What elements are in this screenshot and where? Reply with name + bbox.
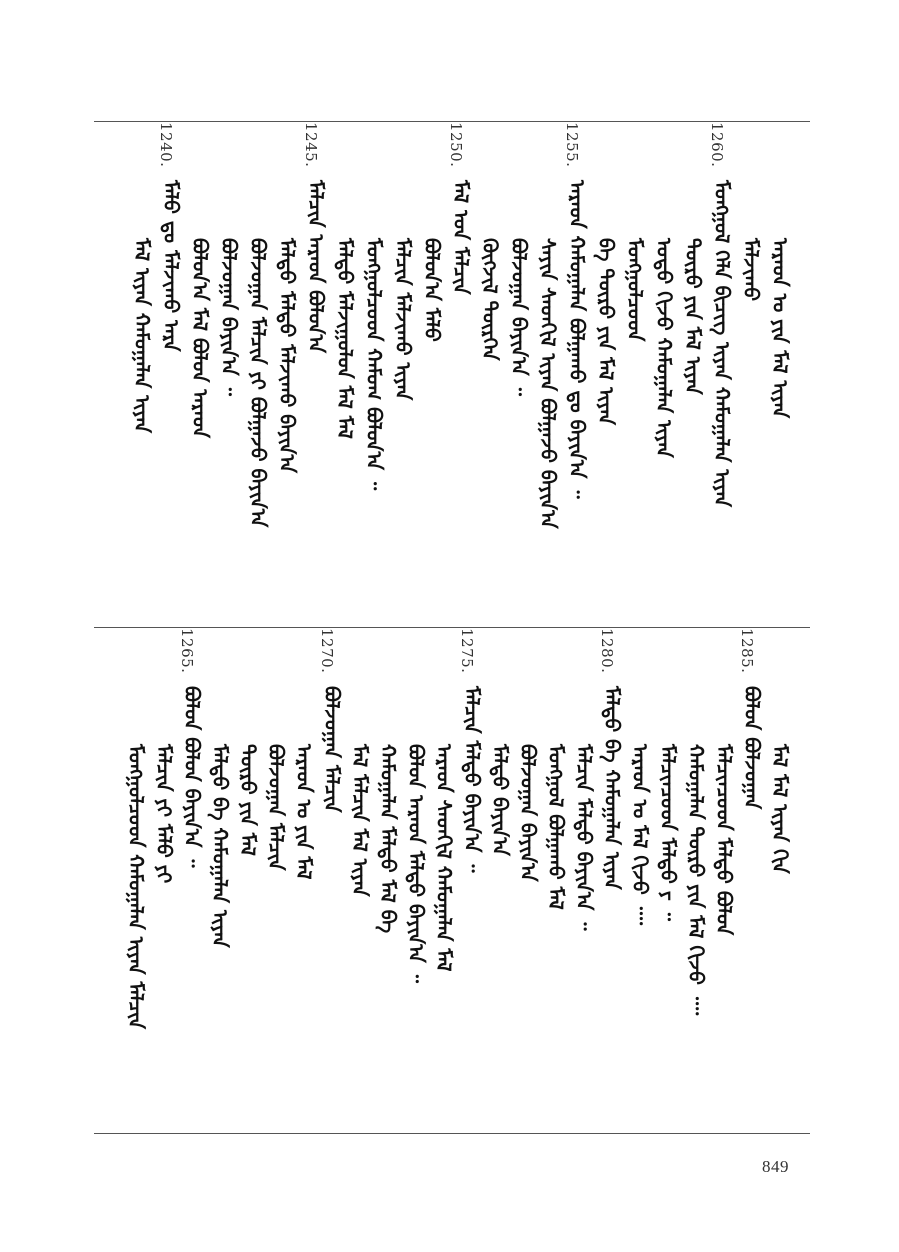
verse-line: [447, 122, 479, 627]
verse-text: ᠮᠠᠯᠳᠤ ᠪᠠ ᠬᠠᠮᠤᠭᠠᠯᠠᠨ ᠢᠶᠡᠨ: [600, 686, 624, 890]
verse-text: ᠮᠠᠯᠴᠢᠨ ᠮᠠᠯᠵᠢᠬᠤ ᠢᠶᠡᠨ: [391, 238, 415, 401]
verse-text: ᠪᠠ ᠲᠥᠷᠦ ᠶᠢᠨ ᠮᠠᠯ ᠢᠶᠡᠨ: [594, 238, 618, 425]
verse-line: [654, 628, 686, 1133]
verse-text: ᠮᠠᠯᠵᠢᠬᠤ: [739, 238, 763, 302]
verse-line: [186, 122, 218, 627]
verse-text: ᠮᠣᠩᠭᠣᠯ ᠪᠣᠯᠭᠠᠬᠤ ᠮᠠᠯ: [544, 744, 568, 910]
verse-line: [157, 122, 189, 627]
verse-line: [476, 122, 508, 627]
verse-text: ᠲᠥᠷᠦ ᠶᠢᠨ ᠮᠠᠯ: [236, 744, 260, 856]
verse-text: ᠪᠣᠯᠵᠣᠭᠠᠨ ᠮᠠᠯᠴᠢᠨ: [320, 686, 344, 813]
verse-line: [486, 628, 518, 1133]
verse-text: ᠮᠠᠯᠴᠢᠨ ᠮᠠᠯᠳᠤ ᠪᠠᠶᠢᠨ᠎ᠠ ᠃: [460, 686, 484, 873]
upper-text-block: [94, 122, 810, 627]
verse-text: ᠪᠣᠯᠤᠨ᠎ᠠ ᠮᠠᠯᠤ: [420, 238, 444, 342]
line-number: 1245.: [302, 122, 320, 168]
verse-line: [766, 628, 798, 1133]
verse-text: ᠠᠷᠠᠳ ᠤ ᠮᠠᠯ ᠬᠢᠵᠦ ᠁: [628, 744, 652, 926]
verse-line: [318, 628, 350, 1133]
line-number: 1275.: [458, 628, 476, 674]
verse-line: [682, 628, 714, 1133]
verse-text: ᠮᠠᠯᠴᠢᠨᠴᠤᠳ ᠮᠠᠯᠳᠤ ᠪᠣᠯᠤᠨ: [712, 744, 736, 936]
verse-line: [234, 628, 266, 1133]
verse-line: [402, 628, 434, 1133]
verse-text: ᠮᠠᠯᠴᠢᠨ ᠶᠢ ᠮᠠᠯᠤ ᠶᠢ: [152, 744, 176, 884]
verse-line: [122, 628, 154, 1133]
verse-line: [389, 122, 421, 627]
verse-line: [430, 628, 462, 1133]
verse-line: [708, 122, 740, 627]
verse-line: [244, 122, 276, 627]
verse-line: [650, 122, 682, 627]
verse-line: [514, 628, 546, 1133]
verse-line: [626, 628, 658, 1133]
verse-text: ᠪᠣᠯᠵᠣᠭᠠᠨ ᠮᠠᠯᠴᠢᠨ ᠶᠢ ᠪᠣᠯᠭᠠᠵᠤ ᠪᠠᠶᠢᠨ᠎ᠠ: [246, 238, 270, 528]
verse-text: ᠮᠠᠯᠳᠤ ᠪᠠ ᠬᠠᠮᠤᠭᠠᠯᠠᠨ ᠢᠶᠡᠨ: [208, 744, 232, 948]
verse-text: ᠠᠷᠠᠳ ᠤ ᠶᠢᠨ ᠮᠠᠯ: [292, 744, 316, 880]
verse-text: ᠮᠠᠯᠳᠤ ᠪᠠᠶᠢᠨ᠎ᠠ: [488, 744, 512, 856]
verse-line: [621, 122, 653, 627]
verse-text: ᠲᠥᠷᠦ ᠶᠢᠨ ᠮᠠᠯ ᠢᠶᠡᠨ: [681, 238, 705, 395]
verse-text: ᠮᠠᠯᠴᠢᠨ ᠠᠷᠠᠳ ᠪᠣᠯᠤᠨ᠎ᠠ: [304, 180, 328, 354]
verse-line: [738, 628, 770, 1133]
verse-text: ᠣᠳᠣ ᠬᠢᠵᠦ ᠬᠠᠮᠤᠭᠠᠯᠠᠨ ᠢᠶᠡᠨ: [652, 238, 676, 458]
page-number: 849: [762, 1157, 789, 1176]
verse-line: [215, 122, 247, 627]
verse-text: ᠬᠥᠭᠵᠢᠯ ᠲᠦᠷᠭᠡᠨ: [478, 238, 502, 361]
verse-line: [598, 628, 630, 1133]
verse-line: [374, 628, 406, 1133]
verse-text: ᠬᠠᠮᠤᠭᠠᠯᠠᠨ ᠲᠥᠷᠦ ᠶᠢᠨ ᠮᠠᠯ ᠬᠢᠵᠦ ᠁: [684, 744, 708, 1016]
verse-line: [710, 628, 742, 1133]
verse-text: ᠠᠷᠠᠳ ᠬᠠᠮᠤᠭᠠᠯᠠᠨ ᠪᠣᠯᠭᠠᠬᠤ ᠳᠤ ᠪᠠᠶᠢᠨ᠎ᠠ ᠃: [565, 180, 589, 499]
verse-text: ᠮᠣᠩᠭᠣᠯᠴᠤᠳ: [623, 238, 647, 342]
verse-line: [178, 628, 210, 1133]
verse-text: ᠪᠣᠯᠤᠨ᠎ᠠ ᠮᠠᠯ ᠪᠣᠯᠤᠨ ᠠᠷᠠᠳ: [188, 238, 212, 438]
verse-text: ᠮᠠᠯ ᠤᠨ ᠮᠠᠯᠴᠢᠨ: [449, 180, 473, 295]
verse-text: ᠪᠣᠯᠵᠣᠭᠠᠨ ᠪᠠᠶᠢᠨ᠎ᠠ ᠃: [507, 238, 531, 396]
verse-text: ᠮᠠᠯᠴᠢᠨ ᠮᠠᠯᠳᠤ ᠪᠠᠶᠢᠨ᠎ᠠ ᠃: [572, 744, 596, 931]
line-number: 1270.: [318, 628, 336, 674]
verse-line: [331, 122, 363, 627]
verse-line: [737, 122, 769, 627]
verse-text: ᠬᠠᠮᠤᠭᠠᠯᠠᠨ ᠮᠠᠯᠳᠤ ᠮᠠᠯ ᠪᠠ: [376, 744, 400, 934]
verse-line: [150, 628, 182, 1133]
verse-text: ᠪᠣᠯᠤᠨ ᠠᠷᠠᠳ ᠮᠠᠯᠳᠤ ᠪᠠᠶᠢᠨ᠎ᠠ ᠃: [404, 744, 428, 983]
verse-line: [534, 122, 566, 627]
verse-text: ᠪᠣᠯᠤᠨ ᠪᠣᠯᠵᠣᠭᠠᠨ: [740, 686, 764, 810]
verse-text: ᠮᠠᠯᠤ ᠳᠤ ᠮᠠᠯᠵᠢᠬᠤ ᠠᠷᠠ: [159, 180, 183, 352]
verse-line: [766, 122, 798, 627]
line-number: 1260.: [708, 122, 726, 168]
verse-text: ᠠᠷᠠᠳ ᠰᠡᠳᠭᠢᠯ ᠬᠠᠮᠤᠭᠠᠯᠠᠨ ᠮᠠᠯ: [432, 744, 456, 972]
verse-line: [542, 628, 574, 1133]
verse-text: ᠪᠣᠯᠵᠣᠭᠠᠨ ᠮᠠᠯᠴᠢᠨ: [264, 744, 288, 871]
verse-text: ᠮᠠᠯ ᠮᠠᠯ ᠢᠶᠡᠨ ᠬᠢᠨ: [768, 744, 792, 874]
verse-line: [505, 122, 537, 627]
verse-line: [563, 122, 595, 627]
verse-line: [418, 122, 450, 627]
verse-text: ᠮᠣᠩᠭᠣᠯ ᠬᠡᠯᠡ ᠪᠢᠴᠢᠭ ᠢᠶᠡᠨ ᠬᠠᠮᠤᠭᠠᠯᠠᠨ ᠢᠶᠡᠨ: [710, 180, 734, 508]
verse-line: [679, 122, 711, 627]
verse-text: ᠠᠷᠠᠳ ᠤ ᠶᠢᠨ ᠮᠠᠯ ᠢᠶᠡᠨ: [768, 238, 792, 419]
line-number: 1250.: [447, 122, 465, 168]
line-number: 1285.: [738, 628, 756, 674]
verse-text: ᠮᠠᠯᠳᠤ ᠮᠠᠯᠳᠤ ᠮᠠᠯᠵᠢᠬᠤ ᠪᠠᠶᠢᠨ᠎ᠠ: [275, 238, 299, 474]
verse-text: ᠪᠣᠯᠵᠣᠭᠠᠨ ᠪᠠᠶᠢᠨ᠎ᠠ: [516, 744, 540, 882]
verse-line: [262, 628, 294, 1133]
verse-text: ᠮᠣᠩᠭᠣᠯᠴᠤᠳ ᠬᠠᠮᠤᠭᠠᠯᠠᠨ ᠢᠶᠡᠨ ᠮᠠᠯᠴᠢᠨ: [124, 744, 148, 1030]
verse-line: [570, 628, 602, 1133]
lower-text-block: [94, 628, 810, 1133]
verse-text: ᠪᠣᠯᠤᠨ ᠪᠣᠯᠤᠨ ᠪᠠᠶᠢᠨ᠎ᠠ ᠃: [180, 686, 204, 868]
verse-text: ᠪᠣᠯᠵᠣᠭᠠᠨ ᠪᠠᠶᠢᠨ᠎ᠠ ᠃: [217, 238, 241, 396]
verse-line: [592, 122, 624, 627]
verse-text: ᠮᠠᠯᠴᠢᠨᠴᠤᠳ ᠮᠠᠯᠳᠤ ᠶ ᠃: [656, 744, 680, 921]
verse-line: [128, 122, 160, 627]
line-number: 1255.: [563, 122, 581, 168]
verse-text: ᠰᠠᠶᠢᠨ ᠰᠡᠳᠭᠢᠯ ᠢᠶᠡᠨ ᠪᠣᠯᠭᠠᠵᠤ ᠪᠠᠶᠢᠨ᠎ᠠ: [536, 238, 560, 529]
bottom-rule: [94, 1133, 810, 1134]
verse-line: [206, 628, 238, 1133]
verse-line: [290, 628, 322, 1133]
verse-line: [302, 122, 334, 627]
verse-line: [360, 122, 392, 627]
verse-line: [346, 628, 378, 1133]
line-number: 1240.: [157, 122, 175, 168]
line-number: 1265.: [178, 628, 196, 674]
line-number: 1280.: [598, 628, 616, 674]
verse-text: ᠮᠠᠯᠳᠤ ᠮᠠᠯᠵᠢᠭᠤᠯᠤᠨ ᠮᠠᠯ ᠮᠠᠯ: [333, 238, 357, 439]
verse-text: ᠮᠣᠩᠭᠣᠯᠴᠤᠳ ᠬᠠᠮᠤᠭ ᠪᠣᠯᠤᠨ᠎ᠠ ᠃: [362, 238, 386, 491]
verse-line: [458, 628, 490, 1133]
verse-line: [273, 122, 305, 627]
verse-text: ᠮᠠᠯ ᠢᠶᠡᠨ ᠬᠠᠮᠤᠭᠠᠯᠠᠨ ᠢᠶᠡᠨ: [130, 238, 154, 434]
verse-text: ᠮᠠᠯ ᠮᠠᠯᠴᠢᠨ ᠮᠠᠯ ᠢᠶᠡᠨ: [348, 744, 372, 897]
